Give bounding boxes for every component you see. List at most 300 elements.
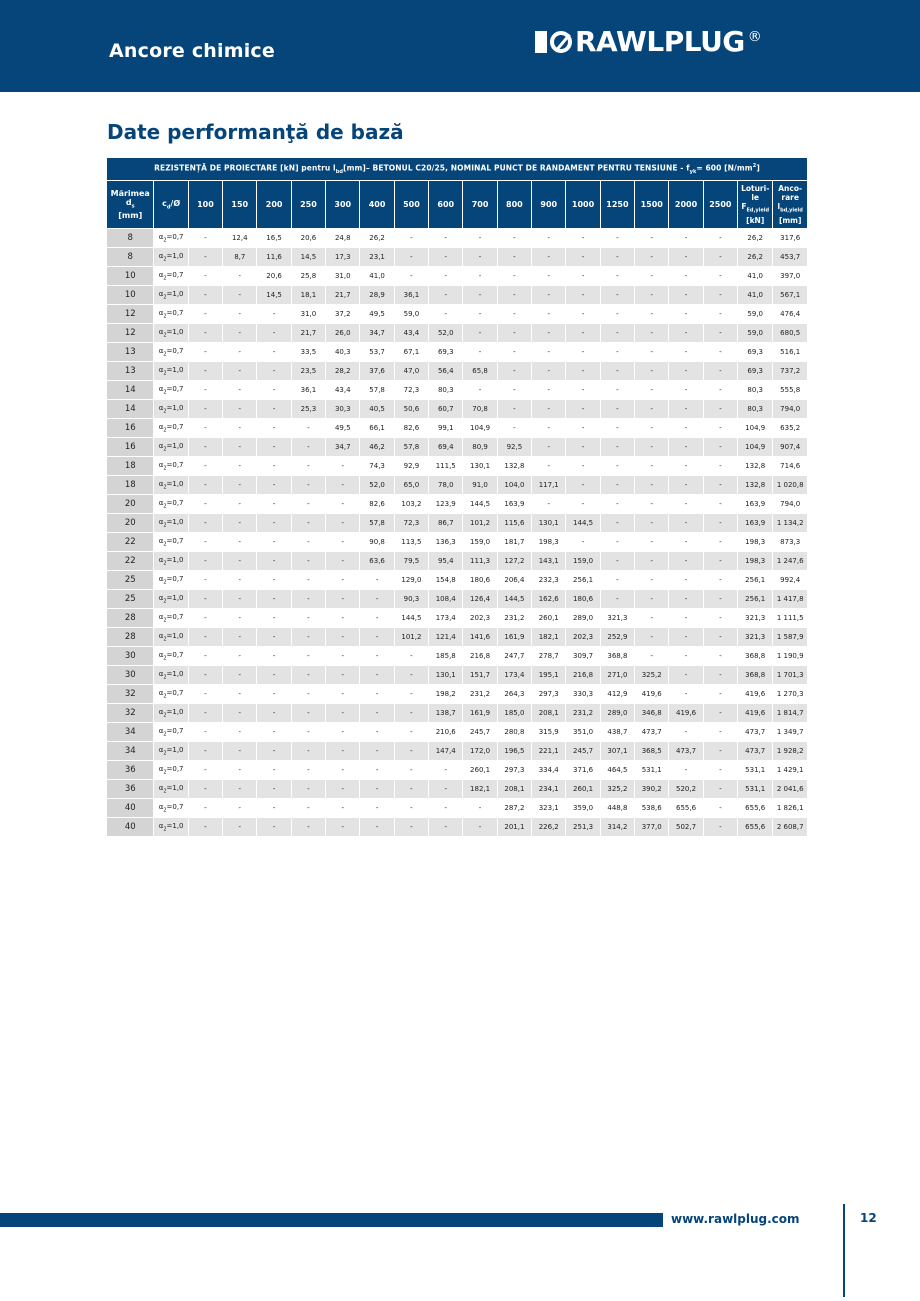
lbd-yield-cell: 714,6	[773, 457, 808, 476]
resistance-cell: -	[669, 286, 703, 305]
length-column-header: 200	[257, 181, 291, 229]
resistance-cell: -	[703, 248, 737, 267]
resistance-cell: -	[532, 381, 566, 400]
resistance-cell: -	[394, 647, 428, 666]
resistance-cell: -	[326, 628, 360, 647]
resistance-cell: -	[291, 552, 325, 571]
resistance-cell: -	[463, 229, 497, 248]
resistance-cell: -	[188, 267, 222, 286]
fed-yield-cell: 473,7	[738, 742, 773, 761]
rawlplug-logo	[535, 25, 762, 58]
resistance-cell: -	[188, 362, 222, 381]
resistance-cell: -	[669, 343, 703, 362]
resistance-cell: -	[497, 229, 531, 248]
resistance-cell: -	[188, 381, 222, 400]
resistance-cell: -	[497, 400, 531, 419]
resistance-cell: -	[703, 286, 737, 305]
resistance-cell: -	[257, 780, 291, 799]
table-row	[107, 647, 808, 666]
resistance-cell: 70,8	[463, 400, 497, 419]
resistance-cell: -	[188, 742, 222, 761]
resistance-cell: -	[429, 818, 463, 837]
resistance-cell: -	[669, 761, 703, 780]
length-column-header: 2500	[703, 181, 737, 229]
table-row	[107, 362, 808, 381]
resistance-cell: -	[188, 723, 222, 742]
resistance-cell: 245,7	[463, 723, 497, 742]
resistance-cell: 473,7	[635, 723, 669, 742]
resistance-cell: -	[429, 248, 463, 267]
resistance-cell: -	[532, 286, 566, 305]
resistance-cell: -	[394, 761, 428, 780]
resistance-cell: -	[291, 666, 325, 685]
size-cell: 32	[107, 685, 154, 704]
size-cell: 40	[107, 818, 154, 837]
resistance-cell: -	[703, 476, 737, 495]
resistance-cell: -	[188, 324, 222, 343]
resistance-cell: 334,4	[532, 761, 566, 780]
resistance-cell: -	[566, 343, 600, 362]
resistance-cell: 104,0	[497, 476, 531, 495]
resistance-cell: -	[326, 780, 360, 799]
resistance-cell: -	[326, 666, 360, 685]
alpha-cell: $\alpha_2=1,0$	[154, 628, 188, 647]
resistance-cell: -	[463, 286, 497, 305]
table-row	[107, 818, 808, 837]
size-cell: 32	[107, 704, 154, 723]
resistance-cell: -	[429, 286, 463, 305]
resistance-cell: 390,2	[635, 780, 669, 799]
resistance-cell: 297,3	[497, 761, 531, 780]
resistance-cell: 198,3	[532, 533, 566, 552]
resistance-cell: 31,0	[291, 305, 325, 324]
resistance-cell: 82,6	[360, 495, 394, 514]
table-row	[107, 590, 808, 609]
resistance-cell: -	[223, 343, 257, 362]
resistance-cell: -	[394, 685, 428, 704]
resistance-cell: -	[223, 761, 257, 780]
resistance-cell: -	[360, 666, 394, 685]
logo-registered-mark: ®	[747, 29, 762, 45]
resistance-cell: 24,8	[326, 229, 360, 248]
table-row	[107, 286, 808, 305]
resistance-cell: -	[566, 533, 600, 552]
resistance-cell: 185,0	[497, 704, 531, 723]
resistance-cell: 25,3	[291, 400, 325, 419]
lbd-yield-cell: 794,0	[773, 495, 808, 514]
resistance-cell: -	[188, 438, 222, 457]
resistance-cell: -	[703, 324, 737, 343]
size-cell: 22	[107, 552, 154, 571]
resistance-cell: -	[635, 229, 669, 248]
resistance-cell: -	[703, 381, 737, 400]
resistance-cell: 226,2	[532, 818, 566, 837]
resistance-cell: -	[669, 229, 703, 248]
resistance-cell: -	[360, 761, 394, 780]
fed-yield-cell: 321,3	[738, 609, 773, 628]
resistance-cell: 321,3	[600, 609, 634, 628]
resistance-cell: 201,1	[497, 818, 531, 837]
resistance-cell: 346,8	[635, 704, 669, 723]
resistance-cell: -	[635, 609, 669, 628]
resistance-cell: 104,9	[463, 419, 497, 438]
resistance-cell: 23,1	[360, 248, 394, 267]
resistance-cell: 287,2	[497, 799, 531, 818]
fed-yield-cell: 531,1	[738, 761, 773, 780]
resistance-cell: -	[463, 324, 497, 343]
fed-yield-cell: 655,6	[738, 818, 773, 837]
resistance-cell: 245,7	[566, 742, 600, 761]
resistance-cell: 67,1	[394, 343, 428, 362]
resistance-cell: -	[223, 305, 257, 324]
length-column-header: 300	[326, 181, 360, 229]
resistance-cell: -	[703, 780, 737, 799]
resistance-cell: 40,3	[326, 343, 360, 362]
lbd-yield-cell: 397,0	[773, 267, 808, 286]
resistance-cell: 41,0	[360, 267, 394, 286]
resistance-cell: -	[669, 438, 703, 457]
table-row	[107, 476, 808, 495]
resistance-cell: 26,2	[360, 229, 394, 248]
resistance-cell: 144,5	[463, 495, 497, 514]
resistance-cell: -	[635, 457, 669, 476]
resistance-cell: 21,7	[326, 286, 360, 305]
lbd-yield-cell: 1 701,3	[773, 666, 808, 685]
resistance-cell: 260,1	[532, 609, 566, 628]
resistance-cell: -	[600, 476, 634, 495]
fed-yield-cell: 368,8	[738, 666, 773, 685]
resistance-cell: 323,1	[532, 799, 566, 818]
fed-yield-cell: 41,0	[738, 267, 773, 286]
fed-yield-cell: 80,3	[738, 400, 773, 419]
resistance-cell: -	[257, 552, 291, 571]
resistance-cell: 330,3	[566, 685, 600, 704]
resistance-cell: -	[497, 419, 531, 438]
resistance-cell: 163,9	[497, 495, 531, 514]
resistance-cell: -	[703, 609, 737, 628]
resistance-cell: -	[566, 381, 600, 400]
resistance-cell: -	[291, 685, 325, 704]
resistance-cell: -	[635, 324, 669, 343]
resistance-cell: 141,6	[463, 628, 497, 647]
lbd-yield-cell: 317,6	[773, 229, 808, 248]
resistance-cell: 138,7	[429, 704, 463, 723]
resistance-cell: -	[600, 324, 634, 343]
resistance-cell: 111,5	[429, 457, 463, 476]
resistance-cell: -	[360, 685, 394, 704]
resistance-cell: 351,0	[566, 723, 600, 742]
resistance-cell: -	[600, 514, 634, 533]
alpha-cell: $\alpha_2=0,7$	[154, 343, 188, 362]
lbd-yield-cell: 680,5	[773, 324, 808, 343]
resistance-cell: 111,3	[463, 552, 497, 571]
resistance-cell: 25,8	[291, 267, 325, 286]
resistance-cell: -	[566, 438, 600, 457]
resistance-cell: -	[394, 704, 428, 723]
resistance-cell: 502,7	[669, 818, 703, 837]
resistance-cell: 65,0	[394, 476, 428, 495]
resistance-cell: 520,2	[669, 780, 703, 799]
alpha-cell: $\alpha_2=1,0$	[154, 590, 188, 609]
resistance-cell: 256,1	[566, 571, 600, 590]
alpha-cell: $\alpha_2=1,0$	[154, 818, 188, 837]
alpha-cell: $\alpha_2=0,7$	[154, 761, 188, 780]
table-row	[107, 305, 808, 324]
size-cell: 40	[107, 799, 154, 818]
resistance-cell: -	[223, 818, 257, 837]
resistance-cell: -	[257, 343, 291, 362]
resistance-cell: -	[635, 476, 669, 495]
table-row	[107, 229, 808, 248]
resistance-cell: -	[703, 628, 737, 647]
resistance-cell: -	[600, 286, 634, 305]
resistance-cell: -	[635, 590, 669, 609]
resistance-cell: -	[669, 476, 703, 495]
resistance-cell: 315,9	[532, 723, 566, 742]
resistance-cell: 17,3	[326, 248, 360, 267]
resistance-cell: -	[429, 780, 463, 799]
resistance-cell: 180,6	[463, 571, 497, 590]
resistance-cell: -	[223, 514, 257, 533]
resistance-cell: -	[326, 685, 360, 704]
resistance-cell: 206,4	[497, 571, 531, 590]
resistance-cell: -	[326, 609, 360, 628]
lbd-yield-cell: 1 928,2	[773, 742, 808, 761]
resistance-cell: -	[669, 419, 703, 438]
resistance-cell: 30,3	[326, 400, 360, 419]
resistance-cell: -	[326, 761, 360, 780]
resistance-cell: 280,8	[497, 723, 531, 742]
resistance-cell: 60,7	[429, 400, 463, 419]
resistance-cell: 162,6	[532, 590, 566, 609]
resistance-cell: -	[188, 229, 222, 248]
resistance-cell: -	[669, 647, 703, 666]
resistance-cell: -	[257, 571, 291, 590]
resistance-cell: -	[360, 609, 394, 628]
resistance-cell: 49,5	[326, 419, 360, 438]
resistance-cell: 247,7	[497, 647, 531, 666]
resistance-cell: 132,8	[497, 457, 531, 476]
resistance-cell: -	[703, 400, 737, 419]
resistance-cell: -	[223, 685, 257, 704]
header-title: Ancore chimice	[109, 40, 275, 62]
resistance-cell: -	[532, 495, 566, 514]
resistance-cell: -	[600, 343, 634, 362]
alpha-cell: $\alpha_2=0,7$	[154, 685, 188, 704]
resistance-cell: 271,0	[600, 666, 634, 685]
resistance-cell: -	[188, 419, 222, 438]
size-cell: 12	[107, 305, 154, 324]
resistance-cell: -	[223, 362, 257, 381]
resistance-cell: -	[566, 286, 600, 305]
resistance-cell: -	[326, 799, 360, 818]
table-row	[107, 400, 808, 419]
resistance-cell: -	[703, 799, 737, 818]
footer-bar	[0, 1213, 663, 1227]
lbd-yield-cell: 1 270,3	[773, 685, 808, 704]
size-cell: 30	[107, 666, 154, 685]
length-column-header: 1500	[635, 181, 669, 229]
lbd-yield-cell: 1 814,7	[773, 704, 808, 723]
resistance-cell: -	[223, 552, 257, 571]
fed-yield-cell: 198,3	[738, 552, 773, 571]
resistance-cell: -	[326, 514, 360, 533]
footer-website-link[interactable]: www.rawlplug.com	[671, 1212, 800, 1226]
lbd-yield-cell: 1 349,7	[773, 723, 808, 742]
lbd-yield-cell: 992,4	[773, 571, 808, 590]
resistance-cell: 91,0	[463, 476, 497, 495]
resistance-cell: -	[223, 780, 257, 799]
table-row	[107, 761, 808, 780]
resistance-cell: -	[497, 324, 531, 343]
fed-yield-cell: 104,9	[738, 419, 773, 438]
resistance-cell: -	[360, 704, 394, 723]
resistance-cell: 23,5	[291, 362, 325, 381]
resistance-cell: 21,7	[291, 324, 325, 343]
resistance-cell: 202,3	[566, 628, 600, 647]
resistance-cell: -	[394, 666, 428, 685]
size-cell: 20	[107, 495, 154, 514]
resistance-cell: -	[669, 324, 703, 343]
resistance-cell: -	[223, 324, 257, 343]
page-number: 12	[860, 1211, 877, 1225]
resistance-cell: -	[635, 343, 669, 362]
resistance-cell: 123,9	[429, 495, 463, 514]
resistance-cell: -	[326, 571, 360, 590]
resistance-cell: -	[703, 514, 737, 533]
resistance-cell: 16,5	[257, 229, 291, 248]
resistance-cell: -	[600, 267, 634, 286]
resistance-cell: -	[669, 381, 703, 400]
lbd-yield-cell: 1 134,2	[773, 514, 808, 533]
resistance-cell: -	[223, 400, 257, 419]
resistance-cell: -	[532, 305, 566, 324]
resistance-cell: -	[669, 723, 703, 742]
resistance-cell: -	[669, 552, 703, 571]
resistance-cell: 195,1	[532, 666, 566, 685]
resistance-cell: -	[497, 343, 531, 362]
fed-yield-cell: 59,0	[738, 324, 773, 343]
resistance-cell: -	[600, 305, 634, 324]
resistance-cell: -	[291, 818, 325, 837]
size-cell: 25	[107, 571, 154, 590]
resistance-cell: -	[223, 590, 257, 609]
resistance-cell: 196,5	[497, 742, 531, 761]
alpha-cell: $\alpha_2=0,7$	[154, 647, 188, 666]
resistance-cell: -	[532, 324, 566, 343]
table-row	[107, 742, 808, 761]
alpha-cell: $\alpha_2=0,7$	[154, 381, 188, 400]
table-row	[107, 552, 808, 571]
resistance-cell: 69,4	[429, 438, 463, 457]
resistance-cell: 448,8	[600, 799, 634, 818]
resistance-cell: -	[257, 495, 291, 514]
resistance-cell: -	[532, 362, 566, 381]
resistance-cell: -	[291, 742, 325, 761]
resistance-cell: 208,1	[497, 780, 531, 799]
resistance-cell: -	[257, 666, 291, 685]
resistance-cell: -	[600, 248, 634, 267]
length-column-header: 700	[463, 181, 497, 229]
fed-yield-cell: 655,6	[738, 799, 773, 818]
lbd-yield-cell: 1 190,9	[773, 647, 808, 666]
resistance-cell: 377,0	[635, 818, 669, 837]
resistance-cell: -	[360, 723, 394, 742]
resistance-cell: -	[703, 267, 737, 286]
fed-yield-cell: 69,3	[738, 343, 773, 362]
resistance-cell: -	[188, 495, 222, 514]
alpha-cell: $\alpha_2=0,7$	[154, 457, 188, 476]
resistance-cell: -	[532, 343, 566, 362]
resistance-cell: 63,6	[360, 552, 394, 571]
resistance-cell: -	[703, 742, 737, 761]
resistance-cell: -	[600, 438, 634, 457]
resistance-cell: -	[429, 761, 463, 780]
resistance-cell: 108,4	[429, 590, 463, 609]
resistance-cell: -	[188, 305, 222, 324]
resistance-cell: 234,1	[532, 780, 566, 799]
resistance-cell: 74,3	[360, 457, 394, 476]
table-row	[107, 799, 808, 818]
resistance-cell: 80,3	[429, 381, 463, 400]
lbd-yield-cell: 907,4	[773, 438, 808, 457]
resistance-cell: 72,3	[394, 381, 428, 400]
resistance-cell: -	[257, 704, 291, 723]
loturile-column-header: Loturi- le $F_{Ed,yield}$ [kN]	[738, 181, 773, 229]
resistance-cell: -	[600, 419, 634, 438]
resistance-cell: -	[360, 799, 394, 818]
resistance-cell: -	[257, 799, 291, 818]
resistance-cell: -	[291, 476, 325, 495]
resistance-cell: -	[635, 267, 669, 286]
length-column-header: 1000	[566, 181, 600, 229]
resistance-cell: 28,2	[326, 362, 360, 381]
resistance-cell: 34,7	[326, 438, 360, 457]
resistance-cell: 78,0	[429, 476, 463, 495]
resistance-cell: -	[669, 590, 703, 609]
resistance-cell: -	[360, 571, 394, 590]
resistance-cell: 103,2	[394, 495, 428, 514]
resistance-cell: -	[600, 457, 634, 476]
resistance-cell: -	[669, 571, 703, 590]
alpha-cell: $\alpha_2=0,7$	[154, 419, 188, 438]
resistance-cell: -	[703, 647, 737, 666]
fed-yield-cell: 256,1	[738, 590, 773, 609]
resistance-cell: -	[188, 514, 222, 533]
resistance-cell: -	[257, 533, 291, 552]
resistance-cell: 47,0	[394, 362, 428, 381]
resistance-cell: -	[223, 666, 257, 685]
resistance-cell: 264,3	[497, 685, 531, 704]
resistance-cell: 14,5	[291, 248, 325, 267]
resistance-cell: -	[566, 457, 600, 476]
resistance-cell: 531,1	[635, 761, 669, 780]
resistance-cell: 202,3	[463, 609, 497, 628]
resistance-cell: 231,2	[497, 609, 531, 628]
resistance-cell: 325,2	[635, 666, 669, 685]
logo-bar-icon	[535, 31, 547, 53]
resistance-cell: -	[669, 495, 703, 514]
length-column-header: 600	[429, 181, 463, 229]
resistance-cell: 438,7	[600, 723, 634, 742]
resistance-cell: 216,8	[463, 647, 497, 666]
resistance-cell: -	[257, 514, 291, 533]
size-cell: 18	[107, 476, 154, 495]
resistance-cell: -	[703, 229, 737, 248]
resistance-cell: -	[326, 818, 360, 837]
resistance-cell: -	[223, 438, 257, 457]
resistance-cell: 538,6	[635, 799, 669, 818]
